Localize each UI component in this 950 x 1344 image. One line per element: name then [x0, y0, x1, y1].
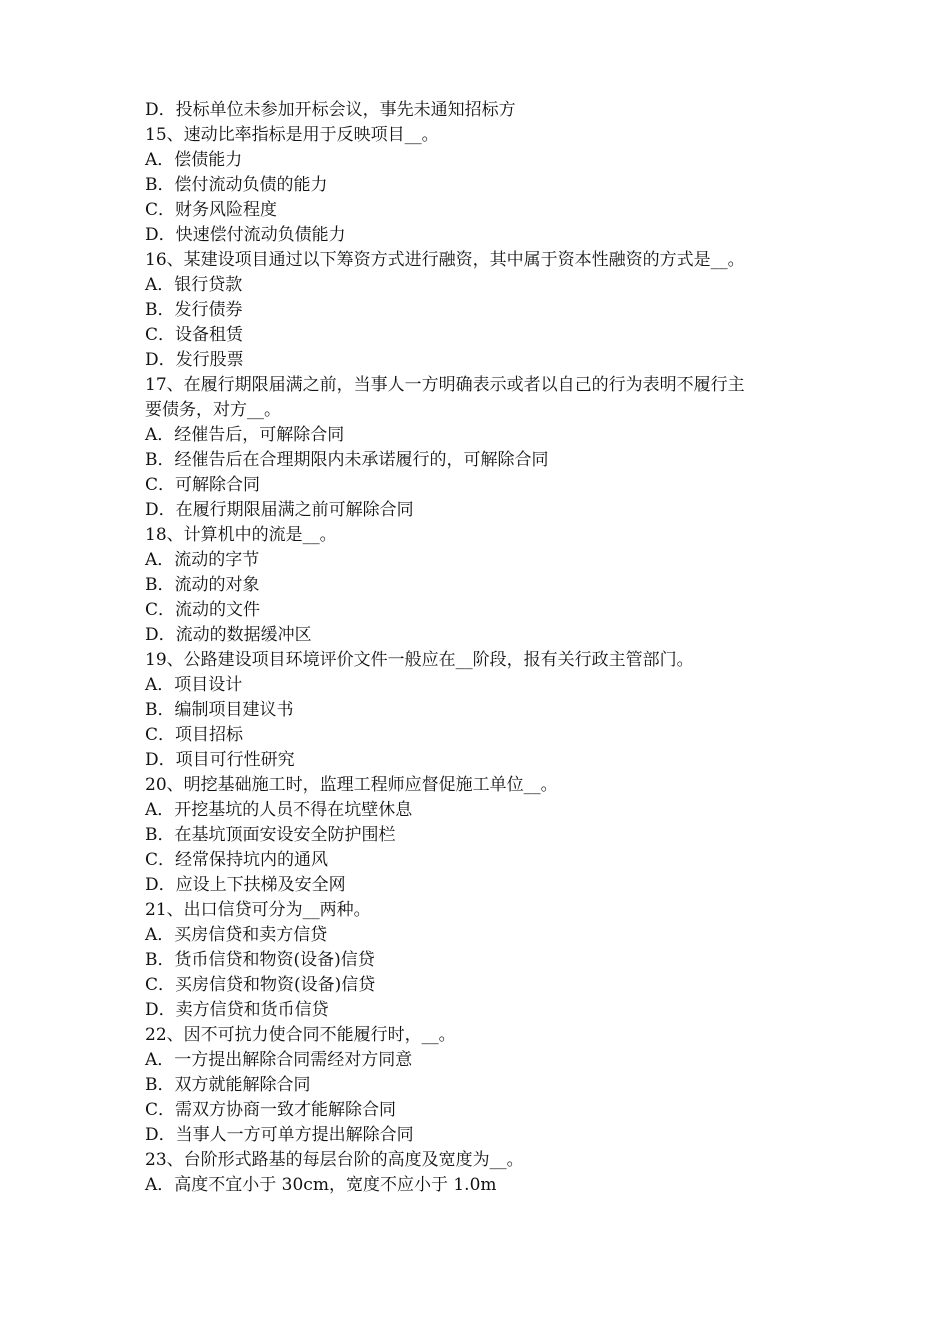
option-line: C．流动的文件 [145, 600, 261, 620]
option-line: D．投标单位未参加开标会议，事先未通知招标方 [145, 100, 516, 120]
option-line: D．应设上下扶梯及安全网 [145, 875, 346, 895]
question-line: 18、计算机中的流是__。 [145, 525, 337, 545]
option-line: B．流动的对象 [145, 575, 260, 595]
option-line: D．流动的数据缓冲区 [145, 625, 312, 645]
option-line: C．项目招标 [145, 725, 244, 745]
option-line: A．项目设计 [145, 675, 243, 695]
option-line: C．可解除合同 [145, 475, 261, 495]
option-line: A．偿债能力 [145, 150, 243, 170]
option-line: B．发行债券 [145, 300, 243, 320]
question-line: 17、在履行期限届满之前，当事人一方明确表示或者以自己的行为表明不履行主 [145, 375, 745, 395]
option-line: C．财务风险程度 [145, 200, 278, 220]
option-line: D．快速偿付流动负债能力 [145, 225, 346, 245]
option-line: D．项目可行性研究 [145, 750, 295, 770]
option-line: C．经常保持坑内的通风 [145, 850, 329, 870]
option-line: B．偿付流动负债的能力 [145, 175, 328, 195]
option-line: A．流动的字节 [145, 550, 260, 570]
question-line: 16、某建设项目通过以下筹资方式进行融资，其中属于资本性融资的方式是__。 [145, 250, 745, 270]
option-line: C．需双方协商一致才能解除合同 [145, 1100, 397, 1120]
option-line: B．双方就能解除合同 [145, 1075, 311, 1095]
question-line: 21、出口信贷可分为__两种。 [145, 900, 371, 920]
option-line: A．开挖基坑的人员不得在坑壁休息 [145, 800, 413, 820]
question-line: 20、明挖基础施工时，监理工程师应督促施工单位__。 [145, 775, 558, 795]
option-line: B．经催告后在合理期限内未承诺履行的，可解除合同 [145, 450, 549, 470]
option-line: B．在基坑顶面安设安全防护围栏 [145, 825, 396, 845]
option-line: D．在履行期限届满之前可解除合同 [145, 500, 414, 520]
question-line: 22、因不可抗力使合同不能履行时，__。 [145, 1025, 456, 1045]
option-line: A．经催告后，可解除合同 [145, 425, 345, 445]
document-body [145, 98, 815, 1198]
option-line: B．货币信贷和物资(设备)信贷 [145, 950, 375, 970]
option-line: D．当事人一方可单方提出解除合同 [145, 1125, 414, 1145]
option-line: C．买房信贷和物资(设备)信贷 [145, 975, 376, 995]
option-line: A．一方提出解除合同需经对方同意 [145, 1050, 413, 1070]
option-line: B．编制项目建议书 [145, 700, 294, 720]
option-line: A．买房信贷和卖方信贷 [145, 925, 328, 945]
question-line: 23、台阶形式路基的每层台阶的高度及宽度为__。 [145, 1150, 524, 1170]
option-line: D．发行股票 [145, 350, 244, 370]
option-line: C．设备租赁 [145, 325, 244, 345]
question-line: 19、公路建设项目环境评价文件一般应在__阶段，报有关行政主管部门。 [145, 650, 694, 670]
option-line: D．卖方信贷和货币信贷 [145, 1000, 329, 1020]
question-line: 15、速动比率指标是用于反映项目__。 [145, 125, 439, 145]
option-line: A．高度不宜小于 30cm，宽度不应小于 1.0m [145, 1175, 497, 1195]
question-line: 要债务，对方__。 [145, 400, 281, 420]
option-line: A．银行贷款 [145, 275, 243, 295]
